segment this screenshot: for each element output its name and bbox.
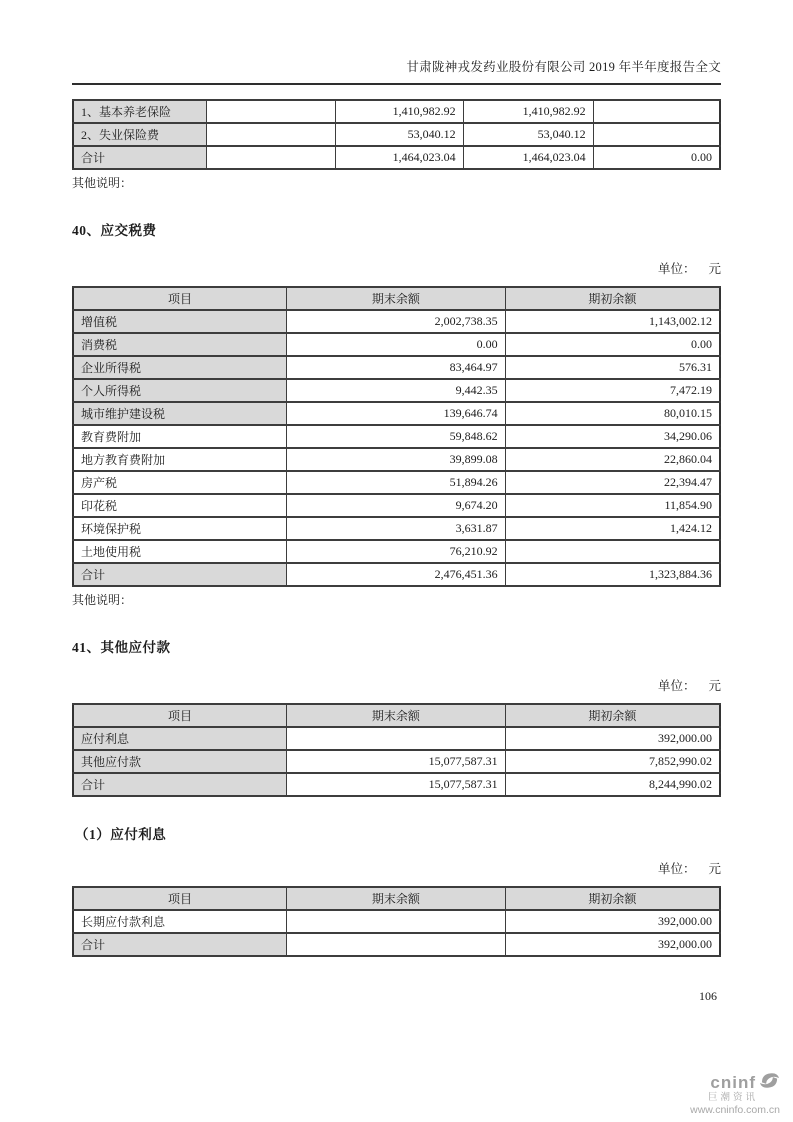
cell-value: 0.00: [505, 333, 720, 356]
row-label: 其他应付款: [73, 750, 287, 773]
cninfo-watermark: [690, 1071, 780, 1116]
column-header: 期初余额: [505, 887, 720, 910]
cell-value: 51,894.26: [287, 471, 506, 494]
column-header: 项目: [73, 287, 287, 310]
row-label: 城市维护建设税: [73, 402, 287, 425]
interest-payable-table: [72, 886, 721, 957]
column-header: 期初余额: [505, 704, 720, 727]
column-header: 项目: [73, 887, 287, 910]
cell-value: [593, 123, 720, 146]
cell-value: 22,860.04: [505, 448, 720, 471]
cell-value: 392,000.00: [505, 727, 720, 750]
other-note: 其他说明：: [72, 593, 133, 607]
table-row: [73, 933, 720, 956]
unit-value: 元: [708, 679, 721, 693]
table-row: [73, 379, 720, 402]
social-insurance-table: [72, 99, 721, 170]
cell-value: [593, 100, 720, 123]
unit-line: [72, 676, 721, 694]
section-41-heading: 41、其他应付款: [72, 640, 171, 655]
cell-value: [207, 146, 335, 169]
table-row: [73, 517, 720, 540]
cell-value: 139,646.74: [287, 402, 506, 425]
cell-value: 22,394.47: [505, 471, 720, 494]
cell-value: 1,410,982.92: [335, 100, 463, 123]
cell-value: 83,464.97: [287, 356, 506, 379]
row-label: 长期应付款利息: [73, 910, 287, 933]
row-label: 房产税: [73, 471, 287, 494]
cell-value: 392,000.00: [505, 910, 720, 933]
column-header: 期末余额: [287, 887, 506, 910]
table-header-row: [73, 887, 720, 910]
other-note: 其他说明：: [72, 176, 133, 190]
table-row: [73, 494, 720, 517]
cell-value: 9,442.35: [287, 379, 506, 402]
table-row: [73, 356, 720, 379]
cell-value: 1,410,982.92: [463, 100, 593, 123]
cell-value: 9,674.20: [287, 494, 506, 517]
section-40-heading: 40、应交税费: [72, 223, 157, 238]
cell-value: [207, 100, 335, 123]
page-number: 106: [699, 989, 717, 1003]
cell-value: 3,631.87: [287, 517, 506, 540]
cell-value: 76,210.92: [287, 540, 506, 563]
cell-value: 1,464,023.04: [463, 146, 593, 169]
cell-value: 39,899.08: [287, 448, 506, 471]
cell-value: 2,002,738.35: [287, 310, 506, 333]
unit-label: 单位：: [657, 862, 696, 876]
row-label: 合计: [73, 146, 207, 169]
document-header: [72, 0, 721, 85]
unit-line: [72, 259, 721, 277]
table-row: [73, 773, 720, 796]
table-row: [73, 123, 720, 146]
cell-value: 1,424.12: [505, 517, 720, 540]
table-row: [73, 100, 720, 123]
row-label: 合计: [73, 563, 287, 586]
row-label: 合计: [73, 773, 287, 796]
cell-value: [287, 910, 506, 933]
cell-value: 392,000.00: [505, 933, 720, 956]
column-header: 期末余额: [287, 287, 506, 310]
cell-value: 34,290.06: [505, 425, 720, 448]
cell-value: 0.00: [593, 146, 720, 169]
row-label: 1、基本养老保险: [73, 100, 207, 123]
table-row: [73, 425, 720, 448]
table-row: [73, 750, 720, 773]
cell-value: 1,323,884.36: [505, 563, 720, 586]
row-label: 教育费附加: [73, 425, 287, 448]
cell-value: 53,040.12: [335, 123, 463, 146]
table-row: [73, 910, 720, 933]
cell-value: 7,852,990.02: [505, 750, 720, 773]
cninfo-swirl-icon: [759, 1071, 780, 1095]
row-label: 增值税: [73, 310, 287, 333]
table-header-row: [73, 287, 720, 310]
report-title: 甘肃陇神戎发药业股份有限公司 2019 年半年度报告全文: [406, 60, 721, 74]
cell-value: [287, 727, 506, 750]
cell-value: 7,472.19: [505, 379, 720, 402]
row-label: 2、失业保险费: [73, 123, 207, 146]
unit-label: 单位：: [657, 262, 696, 276]
cell-value: 1,464,023.04: [335, 146, 463, 169]
row-label: 企业所得税: [73, 356, 287, 379]
table-row: [73, 333, 720, 356]
cell-value: 1,143,002.12: [505, 310, 720, 333]
other-payables-table: [72, 703, 721, 797]
row-label: 环境保护税: [73, 517, 287, 540]
row-label: 应付利息: [73, 727, 287, 750]
table-row: [73, 402, 720, 425]
cninfo-brand-text: cninf: [710, 1073, 756, 1093]
cell-value: 0.00: [287, 333, 506, 356]
taxes-payable-table: [72, 286, 721, 587]
cell-value: 59,848.62: [287, 425, 506, 448]
column-header: 期末余额: [287, 704, 506, 727]
cninfo-chinese-name: 巨潮资讯: [707, 1092, 758, 1104]
unit-line: [72, 859, 721, 877]
subsection-interest-heading: （1）应付利息: [75, 827, 167, 842]
unit-label: 单位：: [657, 679, 696, 693]
unit-value: 元: [708, 862, 721, 876]
row-label: 消费税: [73, 333, 287, 356]
cell-value: 53,040.12: [463, 123, 593, 146]
table-row: [73, 310, 720, 333]
cninfo-url: www.cninfo.com.cn: [690, 1103, 780, 1116]
row-label: 个人所得税: [73, 379, 287, 402]
cell-value: 576.31: [505, 356, 720, 379]
cell-value: [287, 933, 506, 956]
table-header-row: [73, 704, 720, 727]
cell-value: 15,077,587.31: [287, 750, 506, 773]
column-header: 项目: [73, 704, 287, 727]
table-row: [73, 540, 720, 563]
table-row: [73, 563, 720, 586]
cell-value: [207, 123, 335, 146]
cell-value: 8,244,990.02: [505, 773, 720, 796]
row-label: 合计: [73, 933, 287, 956]
table-row: [73, 146, 720, 169]
row-label: 印花税: [73, 494, 287, 517]
table-row: [73, 471, 720, 494]
cell-value: 80,010.15: [505, 402, 720, 425]
cell-value: 15,077,587.31: [287, 773, 506, 796]
row-label: 地方教育费附加: [73, 448, 287, 471]
table-row: [73, 448, 720, 471]
column-header: 期初余额: [505, 287, 720, 310]
cell-value: 2,476,451.36: [287, 563, 506, 586]
row-label: 土地使用税: [73, 540, 287, 563]
unit-value: 元: [708, 262, 721, 276]
cell-value: [505, 540, 720, 563]
table-row: [73, 727, 720, 750]
cell-value: 11,854.90: [505, 494, 720, 517]
